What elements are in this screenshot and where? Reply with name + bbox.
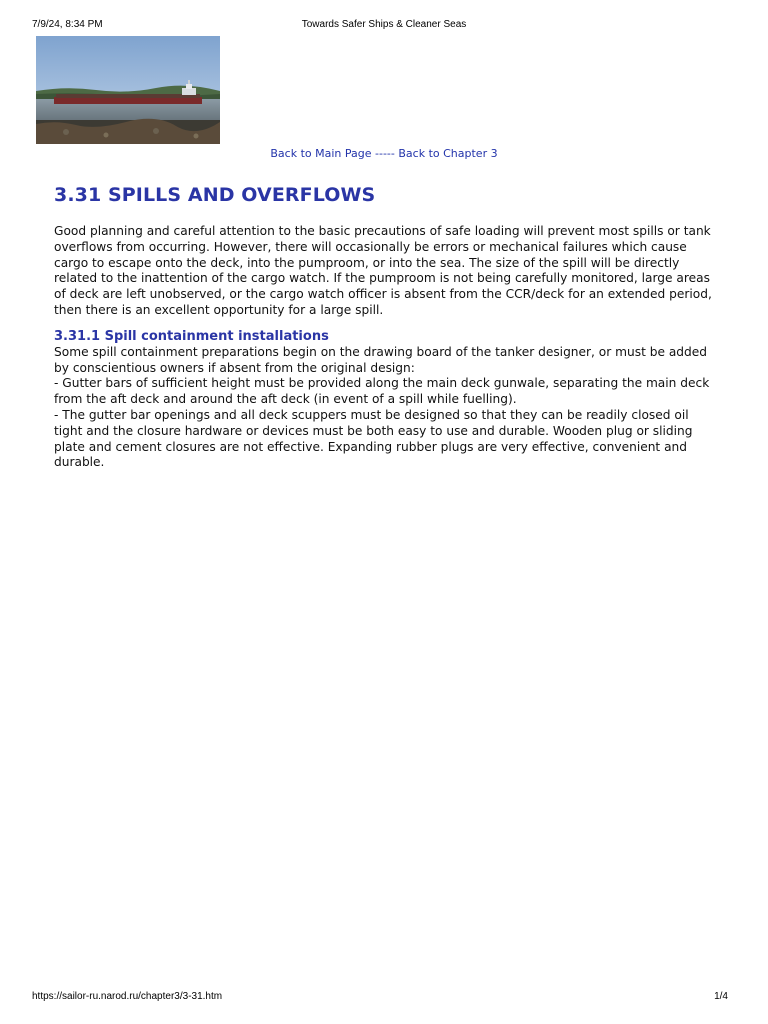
section-line: - The gutter bar openings and all deck scuppers must be designed so that they can be readily closed oil tight and the closure hardware or devices must be both easy to use and durable. Wooden plug or sliding plate and cement closures are not effective. Expanding rubber plugs are very effective, convenient and durable. [54,407,693,470]
page-title: 3.31 SPILLS AND OVERFLOWS [54,184,376,206]
print-page-number: 1/4 [714,991,728,1002]
section-heading: 3.31.1 Spill containment installations [54,328,329,344]
print-footer [32,991,728,1005]
nav-links [0,147,768,160]
print-header [32,19,736,33]
print-doc-title: Towards Safer Ships & Cleaner Seas [301,19,467,30]
tanker-ship-illustration [36,36,220,144]
section-line: - Gutter bars of sufficient height must be provided along the main deck gunwale, separating the main deck from the aft deck and around the aft deck (in event of a spill while fuelling). [54,376,710,407]
back-to-chapter-link[interactable]: Back to Chapter 3 [398,147,498,160]
tanker-ship-photo [36,36,220,144]
section-body [54,345,716,471]
intro-paragraph: Good planning and careful attention to the basic precautions of safe loading will prevent most spills or tank overflows from occurring. However, there will occasionally be errors or mechanical failures which cause cargo to escape onto the deck, into the pumproom, or into the sea. The size of the spill will be directly related to the inattention of the cargo watch. If the pumproom is not being carefully monitored, large areas of deck are left unobserved, or the cargo watch officer is absent from the CCR/deck for an extended period, then there is an excellent opportunity for a large spill. [54,224,712,317]
nav-separator: ----- [371,147,399,160]
article [54,183,716,471]
section-line: Some spill containment preparations begin on the drawing board of the tanker designer, or must be added by conscientious owners if absent from the original design: [54,344,708,375]
print-url: https://sailor-ru.narod.ru/chapter3/3-31.htm [32,991,223,1002]
print-date: 7/9/24, 8:34 PM [32,19,103,30]
back-to-main-page-link[interactable]: Back to Main Page [270,147,372,160]
